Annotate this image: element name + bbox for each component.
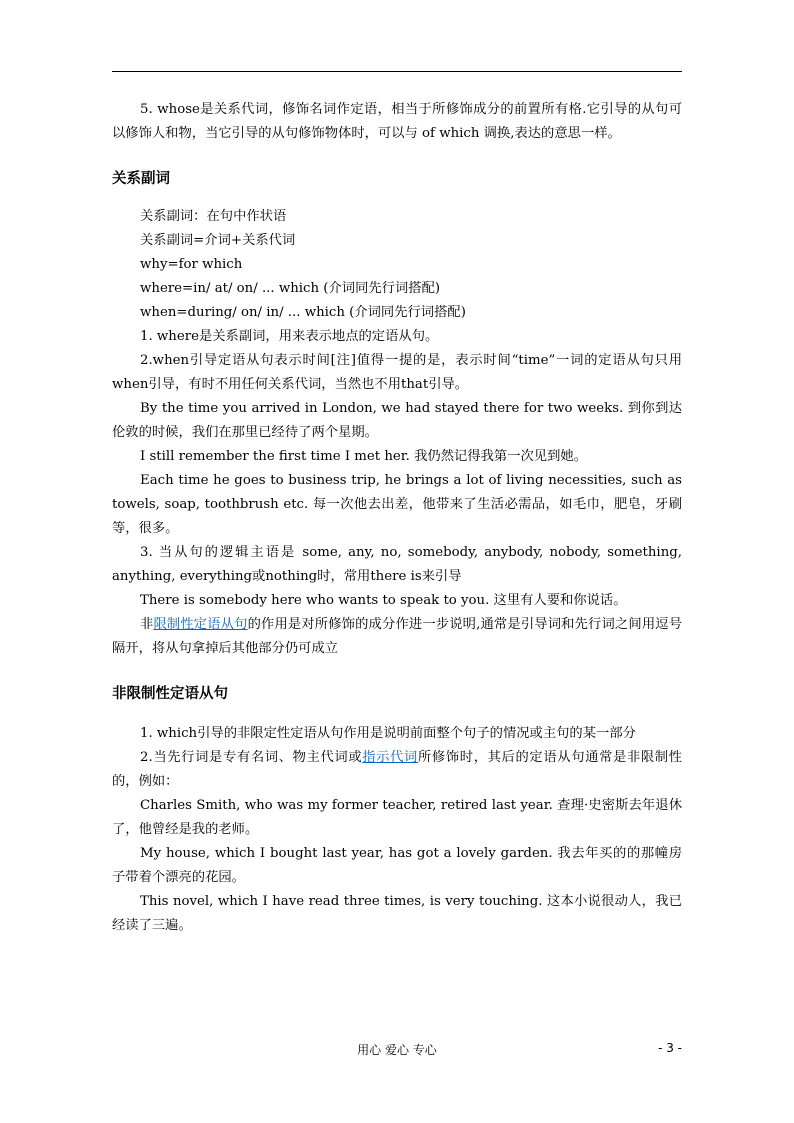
rel-adv-line-2: 关系副词=介词+关系代词 bbox=[140, 233, 296, 248]
rel-adv-example-2: I still remember the first time I met her. 我仍然记得我第一次见到她。 bbox=[140, 449, 587, 464]
definition-text: 的作用是对所修饰的成分作进一步说明,通常是引导词和先行词之间用逗号隔开，将从句拿掉后其他部分仍可成立 bbox=[112, 617, 683, 656]
non-restrictive-line-1: 1. which引导的非限定性定语从句作用是说明前面整个句子的情况或主句的某一部分 bbox=[140, 726, 636, 741]
non-restrictive-example-2: My house, which I bought last year, has got a lovely garden. 我去年买的的那幢房子带着个漂亮的花园。 bbox=[112, 846, 682, 885]
rel-adv-example-3: Each time he goes to business trip, he brings a lot of living necessities, such as towels, soap, toothbrush etc. 每一次他去出差，他带来了生活必需品，如毛巾，肥皂，牙刷等，很多。 bbox=[112, 473, 682, 536]
footer-motto: 用心 爱心 专心 bbox=[357, 1043, 437, 1057]
definition-prefix: 非 bbox=[140, 617, 154, 632]
link-non-restrictive-clause[interactable]: 限制性定语从句 bbox=[153, 617, 248, 632]
rel-adv-line-4: where=in/ at/ on/ ... which (介词同先行词搭配) bbox=[140, 281, 441, 296]
rel-adv-line-5: when=during/ on/ in/ ... which (介词同先行词搭配) bbox=[140, 305, 466, 320]
rel-adv-example-4: There is somebody here who wants to speak to you. 这里有人要和你说话。 bbox=[140, 593, 627, 608]
link-demonstrative-pronoun[interactable]: 指示代词 bbox=[362, 750, 418, 765]
rel-adv-line-6: 1. where是关系副词，用来表示地点的定语从句。 bbox=[140, 329, 439, 344]
paragraph-whose: 5. whose是关系代词，修饰名词作定语，相当于所修饰成分的前置所有格.它引导的从句可以修饰人和物，当它引导的从句修饰物体时，可以与 of which 调换,表达的意思一样。 bbox=[112, 102, 682, 141]
rel-adv-line-3: why=for which bbox=[140, 257, 243, 272]
rel-adv-line-there-is: 3. 当从句的逻辑主语是 some, any, no, somebody, anybody, nobody, something, anything, everything或nothing时，常用there is来引导 bbox=[112, 545, 682, 584]
non-restrictive-example-1: Charles Smith, who was my former teacher, retired last year. 查理·史密斯去年退休了，他曾经是我的老师。 bbox=[112, 798, 682, 837]
non-restrictive-definition bbox=[112, 613, 682, 661]
heading-non-restrictive: 非限制性定语从句 bbox=[112, 686, 228, 702]
heading-relative-adverbs: 关系副词 bbox=[112, 171, 170, 187]
line2-suffix: 所修饰时，其后的定语从句通常是非限制性的，例如： bbox=[112, 750, 683, 789]
non-restrictive-example-3: This novel, which I have read three times, is very touching. 这本小说很动人，我已经读了三遍。 bbox=[112, 894, 682, 933]
rel-adv-line-1: 关系副词：在句中作状语 bbox=[140, 209, 287, 224]
line2-prefix: 2.当先行词是专有名词、物主代词或 bbox=[140, 750, 363, 765]
page-number: - 3 - bbox=[658, 1041, 682, 1055]
rel-adv-example-1: By the time you arrived in London, we had stayed there for two weeks. 到你到达伦敦的时候，我们在那里已经待了两个星期。 bbox=[112, 401, 682, 440]
document-body bbox=[112, 98, 682, 938]
header-rule bbox=[112, 71, 682, 72]
non-restrictive-line-2 bbox=[112, 746, 682, 794]
rel-adv-line-7: 2.when引导定语从句表示时间[注]值得一提的是，表示时间“time”一词的定语从句只用when引导，有时不用任何关系代词，当然也不用that引导。 bbox=[112, 353, 682, 392]
